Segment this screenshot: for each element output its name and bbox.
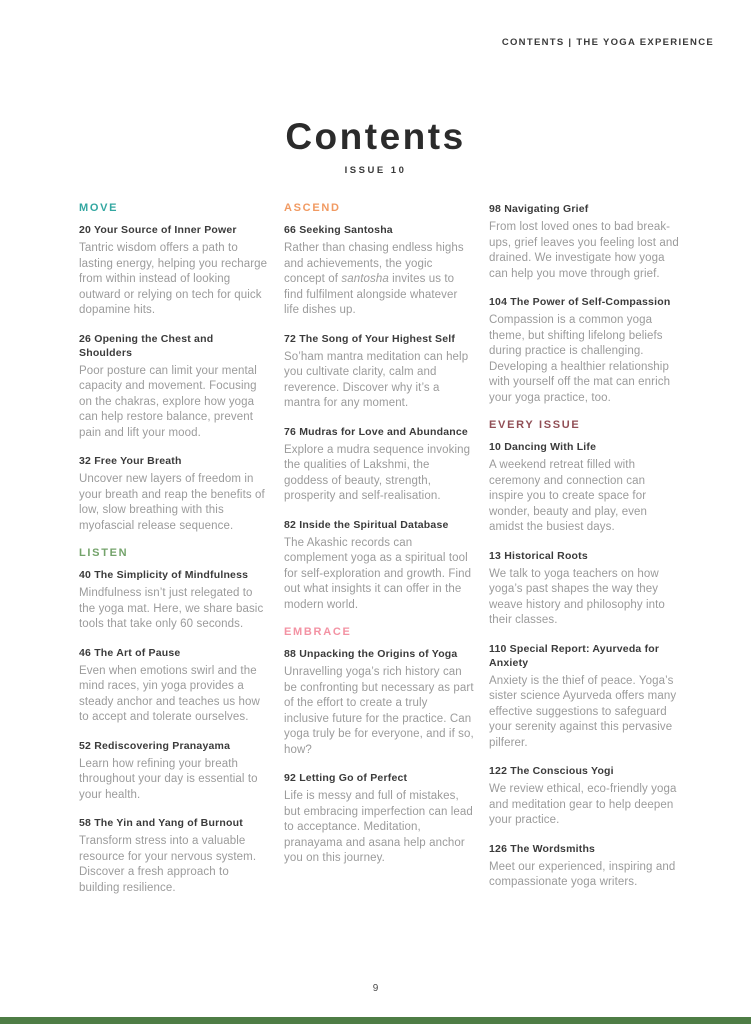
page-number: 9 (372, 983, 379, 994)
section-label-move: MOVE (79, 202, 119, 214)
entry-title: 10 Dancing With Life (489, 441, 597, 453)
section-label-embrace: EMBRACE (284, 626, 352, 638)
toc-columns (79, 202, 679, 909)
footer-accent-bar (0, 1017, 751, 1024)
entry-title: 52 Rediscovering Pranayama (79, 739, 231, 752)
running-header: CONTENTS | THE YOGA EXPERIENCE (501, 37, 714, 48)
entry-description: We talk to yoga teachers on how yoga’s past shapes the way they weave history and philosophy into their classes. (489, 567, 665, 626)
entry-description: Meet our experienced, inspiring and compassionate yoga writers. (489, 860, 676, 888)
toc-entry (79, 223, 269, 319)
entry-title: 88 Unpacking the Origins of Yoga (284, 648, 458, 660)
entry-title: 66 Seeking Santosha (284, 224, 393, 236)
title-block (0, 116, 751, 176)
toc-entry (489, 440, 679, 536)
entry-description: Unravelling yoga’s rich history can be confronting but necessary as part of the effort to create a truly inclusive future for the practice. Can yoga truly be for everyone, and if so, how? (284, 666, 474, 756)
toc-entry (284, 223, 474, 319)
entry-title: 104 The Power of Self-Compassion (489, 296, 671, 308)
entry-title: 82 Inside the Spiritual Database (284, 518, 449, 531)
entry-description: Transform stress into a valuable resource for your nervous system. Discover a fresh approach to building resilience. (79, 835, 257, 894)
entry-title: 98 Navigating Grief (489, 203, 589, 215)
section-label-every-issue: EVERY ISSUE (489, 419, 581, 431)
toc-entry (79, 646, 269, 726)
entry-description: Poor posture can limit your mental capacity and movement. Focusing on the chakras, explore how yoga can help restore balance, prevent pain and lift your mood. (79, 364, 257, 439)
page-title: Contents (285, 116, 466, 157)
toc-entry (284, 518, 474, 614)
section-label-listen: LISTEN (79, 547, 129, 559)
entry-title: 13 Historical Roots (489, 549, 588, 562)
entry-title: 32 Free Your Breath (79, 455, 182, 467)
entry-title: 110 Special Report: Ayurveda for Anxiety (489, 642, 660, 669)
section-label-ascend: ASCEND (284, 202, 341, 214)
issue-label: ISSUE 10 (344, 165, 407, 176)
entry-description: The Akashic records can complement yoga as a spiritual tool for self-exploration and growth. Find out what insights it can offer in the modern world. (284, 536, 472, 611)
toc-column-1 (79, 202, 269, 909)
entry-description: Rather than chasing endless highs and achievements, the yogic concept of santosha invites us to find fulfilment alongside whatever life dishes up. (284, 242, 464, 316)
entry-description: Life is messy and full of mistakes, but embracing imperfection can lead to acceptance. Meditation, pranayama and asana help anchor you on this journey. (284, 790, 473, 864)
toc-entry (284, 425, 474, 505)
entry-title: 122 The Conscious Yogi (489, 765, 614, 777)
entry-description: Anxiety is the thief of peace. Yoga’s sister science Ayurveda offers many effective suggestions to safeguard your serenity against this pervasive pilferer. (489, 674, 677, 749)
entry-description: We review ethical, eco-friendly yoga and meditation gear to help deepen your practice. (489, 783, 677, 826)
entry-title: 58 The Yin and Yang of Burnout (79, 817, 243, 829)
toc-column-3 (489, 202, 679, 909)
entry-description: From lost loved ones to bad break-ups, grief leaves you feeling lost and drained. We investigate how yoga can help you move through grief. (489, 221, 679, 280)
toc-entry (284, 771, 474, 867)
toc-entry (79, 739, 269, 804)
entry-title: 26 Opening the Chest and Shoulders (79, 332, 214, 359)
entry-description: Compassion is a common yoga theme, but shifting lifelong beliefs during practice is challenging. Developing a healthier relationship with yourself off the mat can enrich your yoga practice, too. (489, 314, 671, 404)
entry-description: So’ham mantra meditation can help you cultivate clarity, calm and reverence. Discover why it’s a mantra for any moment. (284, 350, 469, 409)
toc-entry (79, 454, 269, 534)
toc-entry (489, 764, 679, 829)
entry-title: 46 The Art of Pause (79, 646, 181, 659)
toc-entry (489, 842, 679, 891)
toc-entry (79, 816, 269, 896)
entry-description: Explore a mudra sequence invoking the qualities of Lakshmi, the goddess of beauty, strength, prosperity and self-realisation. (284, 443, 471, 502)
entry-title: 72 The Song of Your Highest Self (284, 332, 456, 345)
entry-title: 20 Your Source of Inner Power (79, 224, 237, 236)
toc-entry (284, 647, 474, 758)
toc-entry (489, 642, 679, 752)
toc-column-2 (284, 202, 474, 909)
toc-entry (79, 332, 269, 442)
toc-entry (489, 295, 679, 406)
entry-description: Mindfulness isn’t just relegated to the yoga mat. Here, we share basic tools that take only 60 seconds. (79, 587, 264, 630)
entry-title: 126 The Wordsmiths (489, 842, 596, 855)
toc-entry (489, 202, 679, 282)
toc-entry (489, 549, 679, 629)
entry-title: 40 The Simplicity of Mindfulness (79, 569, 249, 581)
entry-description: Even when emotions swirl and the mind races, yin yoga provides a steady anchor and teaches us how to accept and tolerate ourselves. (79, 664, 260, 723)
toc-entry (284, 332, 474, 412)
entry-description: A weekend retreat filled with ceremony and connection can inspire you to create space for wonder, beauty and play, even amidst the busiest days. (489, 459, 648, 533)
entry-description: Uncover new layers of freedom in your breath and reap the benefits of low, slow breathing with this myofascial release sequence. (79, 473, 265, 532)
entry-description: Tantric wisdom offers a path to lasting energy, helping you recharge from within instead of looking outward or relying on tech for quick dopamine hits. (79, 242, 268, 316)
entry-title: 76 Mudras for Love and Abundance (284, 425, 468, 438)
entry-title: 92 Letting Go of Perfect (284, 772, 408, 784)
toc-entry (79, 568, 269, 633)
entry-description: Learn how refining your breath throughout your day is essential to your health. (79, 757, 258, 801)
